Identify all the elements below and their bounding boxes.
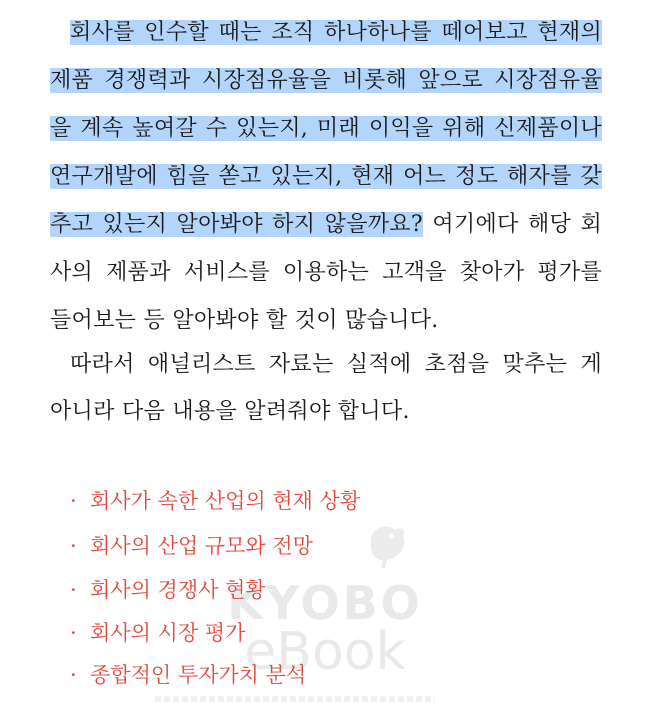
highlighted-text[interactable]: 회사를 인수할 때는 조직 하나하나를 떼어보고 현재의	[70, 20, 602, 45]
list-item	[70, 661, 306, 689]
bullet-marker: ·	[70, 489, 77, 513]
list-item	[70, 532, 313, 560]
bullet-marker: ·	[70, 534, 77, 558]
paragraph-1-line-2[interactable]	[50, 66, 602, 96]
list-item-text: 종합적인 투자가치 분석	[90, 663, 307, 687]
bullet-marker: ·	[70, 621, 77, 645]
highlighted-text[interactable]: 제품 경쟁력과 시장점유율을 비롯해 앞으로 시장점유율	[50, 68, 602, 93]
list-item-text: 회사의 경쟁사 현황	[90, 578, 266, 602]
paragraph-1-line-4[interactable]	[50, 162, 602, 192]
highlighted-text[interactable]: 추고 있는지 알아봐야 하지 않을까요?	[50, 212, 423, 237]
list-item	[70, 576, 266, 604]
plain-text: 들어보는 등 알아봐야 할 것이 많습니다.	[50, 308, 439, 333]
watermark-bottom-strip	[155, 696, 435, 702]
paragraph-1-line-5[interactable]	[50, 210, 602, 240]
paragraph-2-line-2	[50, 397, 602, 427]
paragraph-1-line-7	[50, 306, 602, 336]
plain-text: 여기에다 해당 회	[422, 212, 602, 237]
highlighted-text[interactable]: 을 계속 높여갈 수 있는지, 미래 이익을 위해 신제품이나	[50, 116, 602, 141]
highlighted-text[interactable]: 연구개발에 힘을 쏟고 있는지, 현재 어느 정도 해자를 갖	[50, 164, 602, 189]
list-item-text: 회사가 속한 산업의 현재 상황	[90, 489, 361, 513]
list-item	[70, 619, 245, 647]
bullet-marker: ·	[70, 578, 77, 602]
list-item-text: 회사의 시장 평가	[90, 621, 246, 645]
plain-text: 사의 제품과 서비스를 이용하는 고객을 찾아가 평가를	[50, 260, 602, 285]
watermark-product: eBook	[244, 622, 406, 682]
kyobo-bird-logo-icon	[365, 520, 407, 568]
paragraph-1-line-1[interactable]	[70, 18, 602, 48]
paragraph-1-line-6	[50, 258, 602, 288]
plain-text: 따라서 애널리스트 자료는 실적에 초점을 맞추는 게	[70, 352, 602, 377]
watermark-brand: KYOBO	[227, 576, 423, 630]
plain-text: 아니라 다음 내용을 알려줘야 합니다.	[50, 399, 410, 424]
bullet-marker: ·	[70, 663, 77, 687]
list-item-text: 회사의 산업 규모와 전망	[90, 534, 313, 558]
paragraph-2-line-1	[70, 350, 602, 380]
paragraph-1-line-3[interactable]	[50, 114, 602, 144]
list-item	[70, 487, 360, 515]
